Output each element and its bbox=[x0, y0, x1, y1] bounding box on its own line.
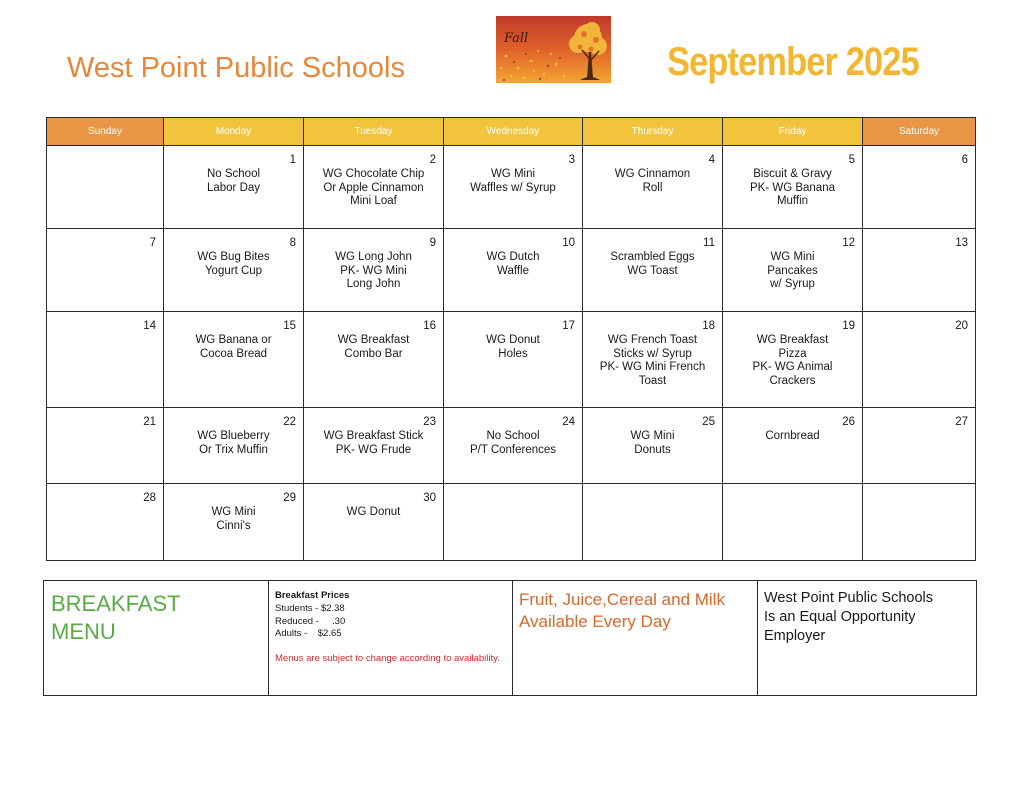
eeo-line-2: Is an Equal Opportunity bbox=[764, 609, 916, 625]
menu-item-line: WG Banana or bbox=[195, 334, 272, 346]
breakfast-prices-cell bbox=[269, 581, 513, 696]
school-name: West Point Public Schools bbox=[67, 52, 405, 84]
day-number: 29 bbox=[283, 492, 296, 504]
menu-item-line: WG Chocolate Chip bbox=[322, 168, 425, 180]
day-number: 13 bbox=[955, 237, 968, 249]
menu-item-line: P/T Conferences bbox=[469, 443, 557, 456]
menu-items bbox=[304, 430, 443, 457]
fruit-line-2: Available Every Day bbox=[519, 612, 671, 631]
day-number: 19 bbox=[842, 320, 855, 332]
menu-item-line: WG French Toast bbox=[607, 334, 698, 346]
menu-items bbox=[164, 251, 303, 278]
day-number: 28 bbox=[143, 492, 156, 504]
menu-item-line: Long John bbox=[346, 278, 401, 291]
day-cell-friday bbox=[723, 146, 863, 229]
day-cell-sunday bbox=[47, 229, 164, 312]
calendar-week-row bbox=[47, 484, 976, 561]
menu-items bbox=[723, 430, 862, 444]
weekday-header-row bbox=[47, 118, 976, 146]
calendar-week-row bbox=[47, 408, 976, 484]
menu-item-line: PK- WG Frude bbox=[335, 443, 412, 456]
day-number: 2 bbox=[429, 154, 436, 166]
day-number: 23 bbox=[423, 416, 436, 428]
header-sunday: Sunday bbox=[47, 118, 164, 146]
menu-item-line: WG Breakfast Stick bbox=[323, 430, 424, 442]
month-year-title: September 2025 bbox=[667, 40, 919, 84]
day-cell-thursday bbox=[583, 312, 723, 408]
day-cell-sunday bbox=[47, 484, 164, 561]
price-students: Students - $2.38 bbox=[275, 602, 345, 614]
day-number: 5 bbox=[848, 154, 855, 166]
day-cell-wednesday bbox=[444, 146, 583, 229]
day-number: 18 bbox=[702, 320, 715, 332]
menu-items bbox=[583, 430, 722, 457]
menu-item-line: Cornbread bbox=[765, 430, 820, 442]
menu-item-line: WG Dutch bbox=[486, 251, 540, 263]
menu-items bbox=[723, 334, 862, 389]
menu-items bbox=[164, 334, 303, 361]
day-number: 26 bbox=[842, 416, 855, 428]
menu-items bbox=[723, 251, 862, 292]
day-cell-tuesday bbox=[304, 484, 444, 561]
fruit-line-1: Fruit, Juice,Cereal and Milk bbox=[519, 590, 725, 609]
menu-item-line: w/ Syrup bbox=[770, 278, 815, 291]
day-cell-sunday bbox=[47, 312, 164, 408]
day-number: 8 bbox=[289, 237, 296, 249]
eeo-line-1: West Point Public Schools bbox=[764, 590, 933, 606]
menu-item-line: Waffle bbox=[497, 264, 529, 277]
menu-item-line: WG Mini bbox=[630, 430, 675, 442]
day-number: 10 bbox=[562, 237, 575, 249]
day-cell-friday bbox=[723, 312, 863, 408]
menu-item-line: WG Long John bbox=[335, 251, 412, 263]
menu-item-line: Roll bbox=[642, 181, 663, 194]
day-cell-friday bbox=[723, 484, 863, 561]
day-number: 17 bbox=[562, 320, 575, 332]
menu-change-note: Menus are subject to change according to availability. bbox=[275, 653, 500, 665]
day-cell-thursday bbox=[583, 484, 723, 561]
day-number: 9 bbox=[429, 237, 436, 249]
day-number: 21 bbox=[143, 416, 156, 428]
day-number: 6 bbox=[961, 154, 968, 166]
menu-item-line: PK- WG Mini bbox=[340, 264, 407, 277]
menu-item-line: PK- WG Animal bbox=[752, 361, 833, 374]
menu-items bbox=[444, 430, 582, 457]
breakfast-menu-cell bbox=[44, 581, 269, 696]
day-cell-saturday bbox=[863, 484, 976, 561]
menu-items bbox=[583, 168, 722, 195]
menu-items bbox=[444, 168, 582, 195]
day-cell-saturday bbox=[863, 408, 976, 484]
day-cell-tuesday bbox=[304, 312, 444, 408]
calendar-week-row bbox=[47, 229, 976, 312]
day-number: 22 bbox=[283, 416, 296, 428]
day-number: 7 bbox=[149, 237, 156, 249]
menu-item-line: PK- WG Banana bbox=[749, 181, 835, 194]
menu-item-line: WG Blueberry bbox=[197, 430, 270, 442]
day-cell-wednesday bbox=[444, 229, 583, 312]
menu-item-line: Cinni's bbox=[216, 519, 251, 532]
fall-tree-image bbox=[496, 16, 611, 83]
day-cell-tuesday bbox=[304, 146, 444, 229]
menu-item-line: WG Toast bbox=[627, 264, 678, 277]
menu-items bbox=[164, 506, 303, 533]
day-number: 1 bbox=[289, 154, 296, 166]
menu-item-line: WG Bug Bites bbox=[197, 251, 270, 263]
day-cell-saturday bbox=[863, 146, 976, 229]
header-tuesday: Tuesday bbox=[304, 118, 444, 146]
day-cell-thursday bbox=[583, 408, 723, 484]
menu-item-line: Cocoa Bread bbox=[199, 347, 268, 360]
footer-info-table bbox=[43, 580, 977, 696]
menu-items bbox=[304, 251, 443, 292]
menu-items bbox=[164, 430, 303, 457]
day-cell-saturday bbox=[863, 312, 976, 408]
day-cell-monday bbox=[164, 146, 304, 229]
menu-items bbox=[304, 168, 443, 209]
day-cell-wednesday bbox=[444, 408, 583, 484]
menu-item-line: No School bbox=[486, 430, 540, 442]
menu-item-line: WG Donut bbox=[346, 506, 401, 518]
day-cell-tuesday bbox=[304, 408, 444, 484]
day-cell-thursday bbox=[583, 229, 723, 312]
menu-item-line: WG Mini bbox=[490, 168, 536, 180]
menu-item-line: Biscuit & Gravy bbox=[753, 168, 832, 180]
menu-item-line: Yogurt Cup bbox=[204, 264, 263, 277]
menu-items bbox=[304, 334, 443, 361]
day-number: 20 bbox=[955, 320, 968, 332]
day-cell-monday bbox=[164, 408, 304, 484]
day-number: 15 bbox=[283, 320, 296, 332]
calendar-week-row bbox=[47, 146, 976, 229]
day-cell-sunday bbox=[47, 408, 164, 484]
menu-item-line: Donuts bbox=[634, 443, 671, 456]
breakfast-menu-heading-line1: BREAKFAST bbox=[51, 591, 181, 616]
breakfast-menu-heading-line2: MENU bbox=[51, 619, 116, 644]
menu-item-line: No School bbox=[206, 168, 261, 180]
menu-items bbox=[304, 506, 443, 520]
menu-items bbox=[583, 334, 722, 389]
day-number: 27 bbox=[955, 416, 968, 428]
menu-item-line: Sticks w/ Syrup bbox=[613, 347, 692, 360]
menu-item-line: Scrambled Eggs bbox=[610, 251, 695, 263]
menu-item-line: Labor Day bbox=[206, 181, 261, 194]
calendar-week-row bbox=[47, 312, 976, 408]
day-cell-wednesday bbox=[444, 484, 583, 561]
menu-item-line: Muffin bbox=[776, 195, 809, 208]
day-cell-thursday bbox=[583, 146, 723, 229]
menu-item-line: PK- WG Mini French bbox=[599, 361, 706, 374]
menu-item-line: Waffles w/ Syrup bbox=[470, 181, 556, 194]
menu-item-line: Crackers bbox=[769, 375, 816, 388]
header-wednesday: Wednesday bbox=[444, 118, 583, 146]
menu-items bbox=[723, 168, 862, 209]
day-number: 16 bbox=[423, 320, 436, 332]
calendar-grid bbox=[46, 117, 976, 561]
menu-item-line: Pizza bbox=[778, 347, 807, 360]
menu-item-line: Mini Loaf bbox=[350, 195, 397, 208]
menu-item-line: WG Mini bbox=[211, 506, 256, 518]
eeo-line-3: Employer bbox=[764, 628, 826, 644]
menu-item-line: WG Cinnamon bbox=[614, 168, 691, 180]
prices-title: Breakfast Prices bbox=[275, 590, 350, 601]
day-number: 25 bbox=[702, 416, 715, 428]
menu-item-line: WG Donut bbox=[486, 334, 540, 346]
price-reduced: Reduced - .30 bbox=[275, 615, 346, 627]
menu-items bbox=[583, 251, 722, 278]
menu-item-line: WG Breakfast bbox=[756, 334, 829, 346]
menu-item-line: Or Trix Muffin bbox=[199, 443, 268, 456]
day-cell-tuesday bbox=[304, 229, 444, 312]
day-cell-saturday bbox=[863, 229, 976, 312]
menu-items bbox=[444, 334, 582, 361]
header-friday: Friday bbox=[723, 118, 863, 146]
day-cell-friday bbox=[723, 408, 863, 484]
menu-item-line: Or Apple Cinnamon bbox=[323, 181, 424, 194]
day-number: 30 bbox=[423, 492, 436, 504]
menu-items bbox=[444, 251, 582, 278]
day-number: 24 bbox=[562, 416, 575, 428]
day-number: 3 bbox=[568, 154, 575, 166]
day-cell-monday bbox=[164, 484, 304, 561]
day-number: 14 bbox=[143, 320, 156, 332]
day-number: 4 bbox=[708, 154, 715, 166]
header-monday: Monday bbox=[164, 118, 304, 146]
menu-item-line: Toast bbox=[638, 375, 667, 388]
fall-caption: Fall bbox=[504, 31, 529, 46]
header-thursday: Thursday bbox=[583, 118, 723, 146]
day-number: 12 bbox=[842, 237, 855, 249]
menu-item-line: WG Breakfast bbox=[337, 334, 410, 346]
menu-item-line: Combo Bar bbox=[344, 347, 403, 360]
day-number: 11 bbox=[703, 237, 715, 249]
menu-item-line: Holes bbox=[498, 347, 528, 360]
day-cell-sunday bbox=[47, 146, 164, 229]
menu-item-line: WG Mini bbox=[770, 251, 815, 263]
day-cell-monday bbox=[164, 312, 304, 408]
day-cell-friday bbox=[723, 229, 863, 312]
day-cell-monday bbox=[164, 229, 304, 312]
menu-items bbox=[164, 168, 303, 195]
day-cell-wednesday bbox=[444, 312, 583, 408]
fruit-juice-cell bbox=[513, 581, 758, 696]
header-saturday: Saturday bbox=[863, 118, 976, 146]
price-adults: Adults - $2.65 bbox=[275, 628, 342, 640]
menu-item-line: Pancakes bbox=[767, 264, 818, 277]
equal-opportunity-cell bbox=[758, 581, 977, 696]
